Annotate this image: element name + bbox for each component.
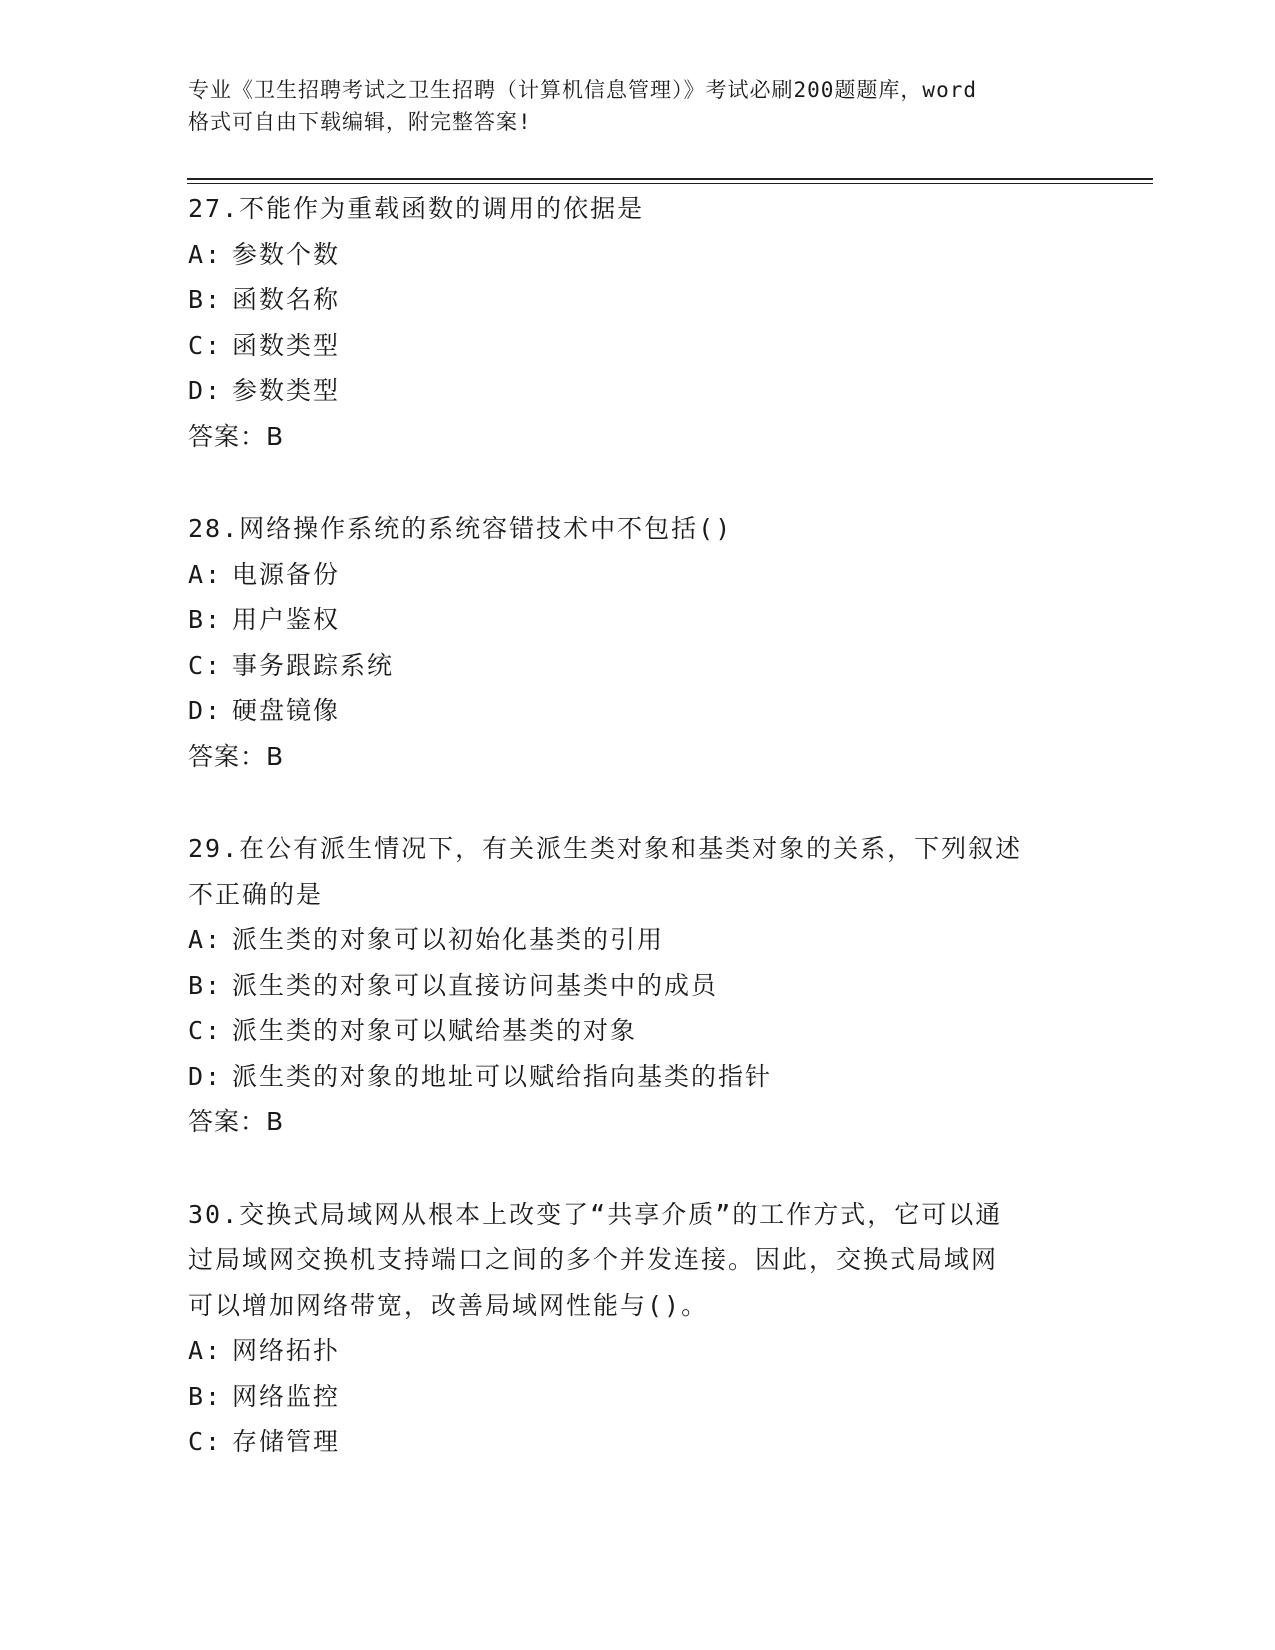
option-text: 用户鉴权 [232, 605, 341, 634]
answer-option [188, 917, 1088, 963]
option-text: 网络拓扑 [232, 1336, 341, 1365]
option-letter: C: [188, 1016, 223, 1045]
option-letter: D: [188, 1061, 223, 1091]
option-letter: B: [188, 285, 223, 314]
question-stem: 30.交换式局域网从根本上改变了“共享介质”的工作方式，它可以通 [188, 1199, 1003, 1229]
option-letter: B: [188, 1381, 223, 1411]
option-text: 电源备份 [232, 559, 341, 589]
document-header [188, 74, 1088, 138]
question-stem: 可以增加网络带宽，改善局域网性能与()。 [188, 1290, 709, 1320]
question-item [188, 826, 1088, 1145]
answer-option [188, 368, 1088, 414]
answer-key: 答案：B [188, 741, 285, 771]
question-item [188, 186, 1088, 459]
option-text: 派生类的对象可以赋给基类的对象 [232, 1016, 638, 1045]
option-text: 参数类型 [232, 376, 341, 405]
option-text: 派生类的对象可以初始化基类的引用 [232, 925, 665, 954]
option-letter: C: [188, 1427, 223, 1456]
answer-option [188, 688, 1088, 734]
header-divider-thin [187, 183, 1153, 184]
question-stem: 27.不能作为重载函数的调用的依据是 [188, 194, 645, 223]
option-letter: B: [188, 605, 223, 634]
header-line-1: 专业《卫生招聘考试之卫生招聘（计算机信息管理）》考试必刷200题题库，word [188, 78, 977, 102]
question-item [188, 506, 1088, 779]
option-letter: C: [188, 330, 223, 360]
option-text: 参数个数 [232, 239, 341, 269]
option-letter: A: [188, 1336, 223, 1365]
answer-option [188, 643, 1088, 689]
answer-key: 答案：B [188, 421, 285, 451]
answer-option [188, 1008, 1088, 1054]
answer-option [188, 1054, 1088, 1100]
question-list [188, 186, 1088, 1512]
option-text: 函数名称 [232, 285, 341, 314]
answer-option [188, 277, 1088, 323]
option-letter: A: [188, 559, 223, 589]
answer-option [188, 232, 1088, 278]
option-letter: B: [188, 970, 223, 1000]
option-letter: A: [188, 925, 223, 954]
answer-option [188, 963, 1088, 1009]
answer-option [188, 1374, 1088, 1420]
option-text: 函数类型 [232, 330, 341, 360]
answer-option [188, 1419, 1088, 1465]
option-text: 存储管理 [232, 1427, 341, 1456]
question-item [188, 1192, 1088, 1465]
option-text: 派生类的对象可以直接访问基类中的成员 [232, 970, 719, 1000]
option-text: 硬盘镜像 [232, 696, 341, 725]
option-letter: D: [188, 376, 223, 405]
option-text: 网络监控 [232, 1381, 341, 1411]
option-letter: A: [188, 239, 223, 269]
option-letter: D: [188, 696, 223, 725]
question-stem: 29.在公有派生情况下，有关派生类对象和基类对象的关系，下列叙述 [188, 834, 1023, 863]
option-text: 事务跟踪系统 [232, 650, 395, 680]
question-stem: 过局域网交换机支持端口之间的多个并发连接。因此，交换式局域网 [188, 1245, 999, 1274]
answer-key: 答案：B [188, 1107, 285, 1136]
option-letter: C: [188, 650, 223, 680]
answer-option [188, 597, 1088, 643]
header-divider-thick [187, 178, 1153, 180]
answer-option [188, 1328, 1088, 1374]
question-stem: 28.网络操作系统的系统容错技术中不包括() [188, 514, 733, 543]
answer-option [188, 323, 1088, 369]
header-line-2: 格式可自由下载编辑，附完整答案! [188, 110, 532, 134]
option-text: 派生类的对象的地址可以赋给指向基类的指针 [232, 1061, 773, 1091]
answer-option [188, 552, 1088, 598]
question-stem: 不正确的是 [188, 879, 324, 909]
